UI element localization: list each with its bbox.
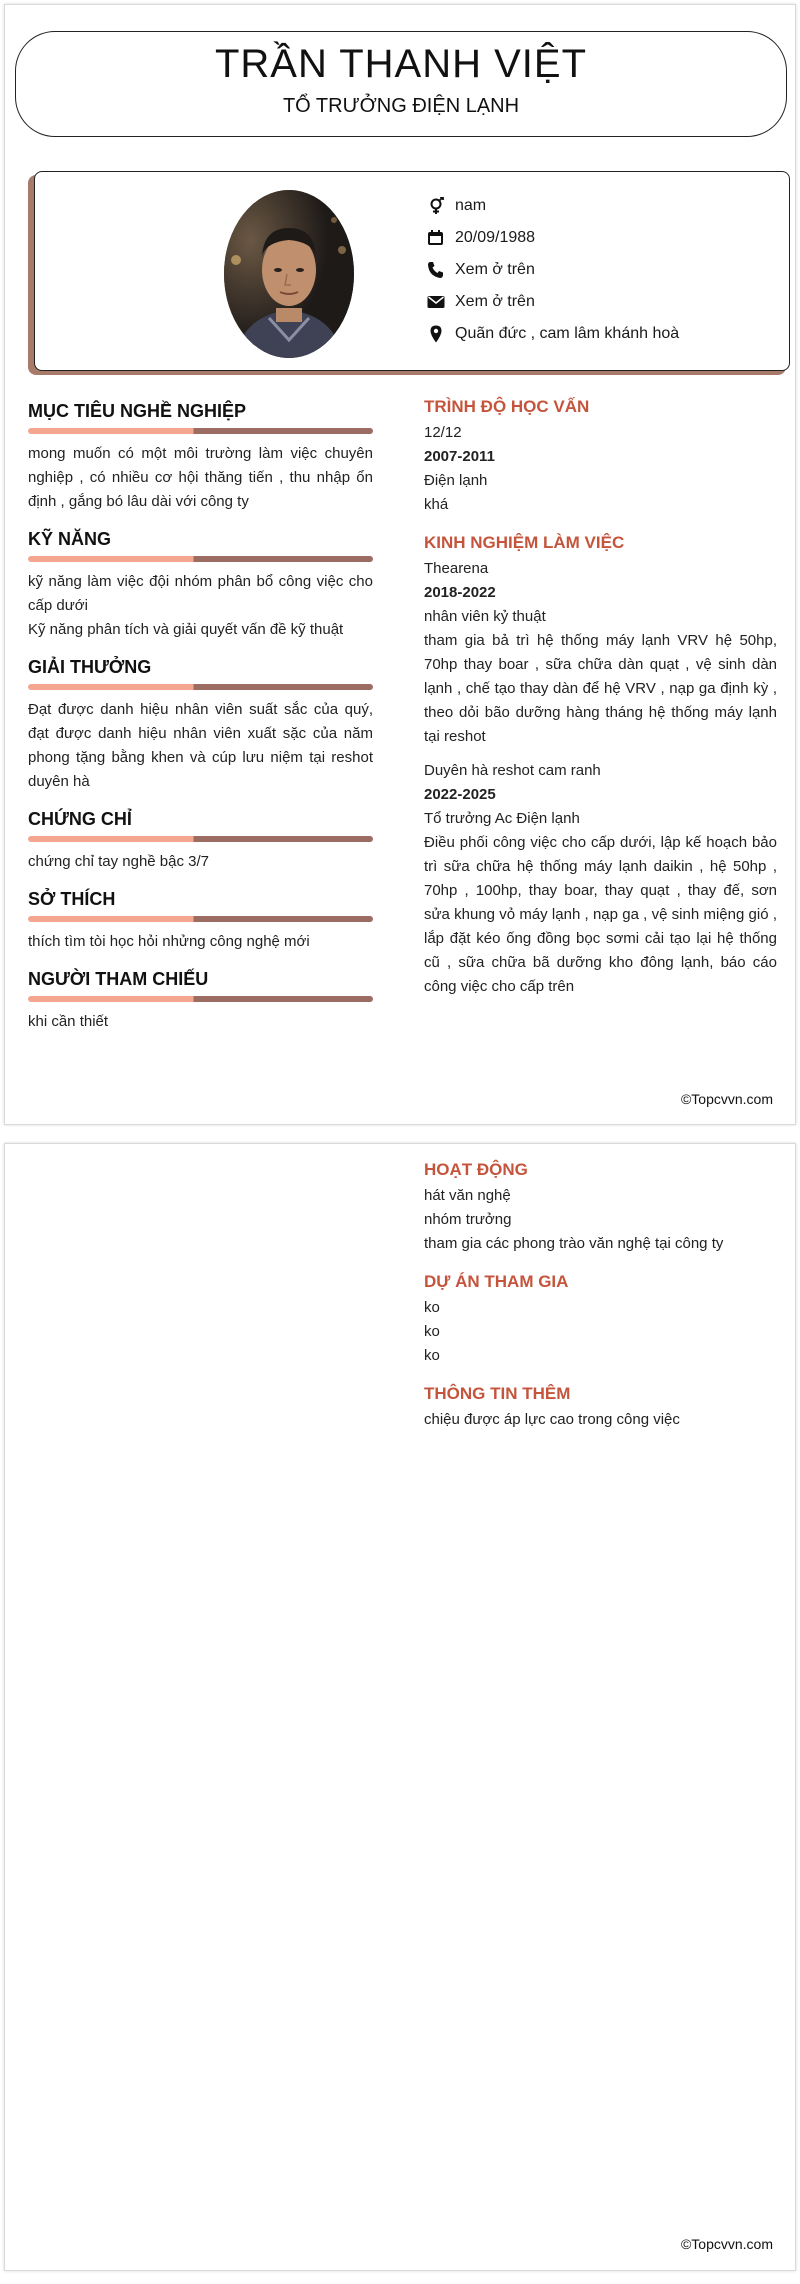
contact-address <box>427 318 679 350</box>
section-title: SỞ THÍCH <box>28 889 116 909</box>
spacer <box>424 749 777 759</box>
left-column <box>28 400 373 1048</box>
calendar-icon <box>427 229 455 247</box>
section-references <box>28 968 373 1034</box>
gender-value: nam <box>455 197 487 214</box>
contact-gender <box>427 190 679 222</box>
section-divider-bar <box>28 556 373 562</box>
section-divider-bar <box>28 836 373 842</box>
section-title: KINH NGHIỆM LÀM VIỆC <box>424 533 625 552</box>
section-divider-bar <box>28 428 373 434</box>
mail-icon <box>427 293 455 311</box>
section-title: MỤC TIÊU NGHỀ NGHIỆP <box>28 401 247 421</box>
right-column <box>424 395 777 1013</box>
section-more-info <box>424 1382 777 1432</box>
name-header <box>15 31 787 137</box>
gender-icon <box>427 197 455 215</box>
phone-value[interactable]: Xem ở trên <box>455 261 535 278</box>
experience-item <box>424 557 777 749</box>
section-divider-bar <box>28 996 373 1002</box>
education-major: Điện lạnh <box>424 472 488 489</box>
address-value: Quãn đức , cam lâm khánh hoà <box>455 325 680 342</box>
hobbies-text: thích tìm tòi học hỏi nhửng công nghệ mới <box>28 933 310 950</box>
section-title: KỸ NĂNG <box>28 529 112 549</box>
section-title: DỰ ÁN THAM GIA <box>424 1272 569 1291</box>
section-hobbies <box>28 888 373 954</box>
experience-item <box>424 759 777 999</box>
job-role: Tổ trưởng Ac Điện lạnh <box>424 810 580 827</box>
activity-line: tham gia các phong trào văn nghệ tại công ty <box>424 1235 724 1252</box>
project-line: ko <box>424 1347 440 1364</box>
cv-page-2 <box>4 1143 796 2271</box>
contact-phone <box>427 254 679 286</box>
job-period: 2022-2025 <box>424 786 496 803</box>
references-text: khi cần thiết <box>28 1013 109 1030</box>
project-line: ko <box>424 1299 440 1316</box>
job-period: 2018-2022 <box>424 584 496 601</box>
objective-text: mong muốn có một môi trường làm việc chuyên nghiệp , có nhiều cơ hội thăng tiến , thu nhập ổn định , gắng bó lâu dài với công ty <box>28 445 373 510</box>
section-divider-bar <box>28 916 373 922</box>
candidate-name: TRẦN THANH VIỆT <box>214 42 588 86</box>
section-title: CHỨNG CHỈ <box>28 809 132 829</box>
job-role: nhân viên kỷ thuật <box>424 608 546 625</box>
activity-line: hát văn nghệ <box>424 1187 511 1204</box>
section-projects <box>424 1270 777 1368</box>
avatar <box>224 190 354 358</box>
project-line: ko <box>424 1323 440 1340</box>
certificates-text: chứng chỉ tay nghề bậc 3/7 <box>28 853 209 870</box>
education-period: 2007-2011 <box>424 448 495 465</box>
location-pin-icon <box>427 325 455 343</box>
footer-brand[interactable]: ©Topcvvn.com <box>680 1091 773 1107</box>
skill-line: Kỹ năng phân tích và giải quyết vấn đề kỹ thuật <box>28 621 344 638</box>
awards-text: Đạt được danh hiệu nhân viên suất sắc của quý, đạt được danh hiệu nhân viên xuất sặc của năm phong tặng bằng khen và cúp lưu niệm tại reshot duyên hà <box>28 701 373 790</box>
contact-email <box>427 286 679 318</box>
section-skills <box>28 528 373 642</box>
job-title: TỔ TRƯỞNG ĐIỆN LẠNH <box>282 95 520 117</box>
section-awards <box>28 656 373 794</box>
cv-page-1 <box>4 4 796 1125</box>
activity-line: nhóm trưởng <box>424 1211 512 1228</box>
education-level: 12/12 <box>424 424 462 441</box>
contact-birthday <box>427 222 679 254</box>
email-value[interactable]: Xem ở trên <box>455 293 535 310</box>
section-certificates <box>28 808 373 874</box>
right-column <box>424 1158 777 1446</box>
footer-brand[interactable]: ©Topcvvn.com <box>680 2236 773 2252</box>
contact-list <box>427 190 679 350</box>
education-grade: khá <box>424 496 449 513</box>
company-name: Thearena <box>424 560 489 577</box>
birthday-value: 20/09/1988 <box>455 229 536 246</box>
company-name: Duyên hà reshot cam ranh <box>424 762 601 779</box>
section-divider-bar <box>28 684 373 690</box>
skill-line: kỹ năng làm việc đội nhóm phân bổ công việc cho cấp dưới <box>28 573 373 614</box>
personal-info-box <box>34 171 790 371</box>
more-info-text: chiệu được áp lực cao trong công việc <box>424 1411 680 1428</box>
job-description: tham gia bả trì hệ thống máy lạnh VRV hệ 50hp, 70hp thay boar , sữa chữa dàn quạt , vệ sinh dàn lạnh , chế tạo thay dàn để hệ VRV , nạp ga định kỳ , theo dỏi bão dưỡng hàng tháng hệ thống máy lạnh tại reshot <box>424 632 777 745</box>
section-title: NGƯỜI THAM CHIẾU <box>28 969 209 989</box>
section-experience <box>424 531 777 999</box>
section-title: THÔNG TIN THÊM <box>424 1384 571 1403</box>
phone-icon <box>427 261 455 279</box>
job-description: Điều phối công việc cho cấp dưới, lập kế hoạch bảo trì sữa chữa hệ thống máy lạnh daikin , hệ 50hp , 70hp , 100hp, thay boar, thay quạt , thay đế, sơn sửa khung vỏ máy lạnh , nạp ga , vệ sinh miệng gió , lắp đặt kéo ống đồng bọc sơmi cải tạo lại hệ thống cũ , sữa chữa bã dưỡng kho đông lạnh, báo cáo công việc cho cấp trên <box>424 834 777 995</box>
section-title: GIẢI THƯỞNG <box>28 657 152 677</box>
section-title: HOẠT ĐỘNG <box>424 1160 528 1179</box>
section-objective <box>28 400 373 514</box>
section-title: TRÌNH ĐỘ HỌC VẤN <box>424 397 590 416</box>
section-education <box>424 395 777 517</box>
section-activities <box>424 1158 777 1256</box>
